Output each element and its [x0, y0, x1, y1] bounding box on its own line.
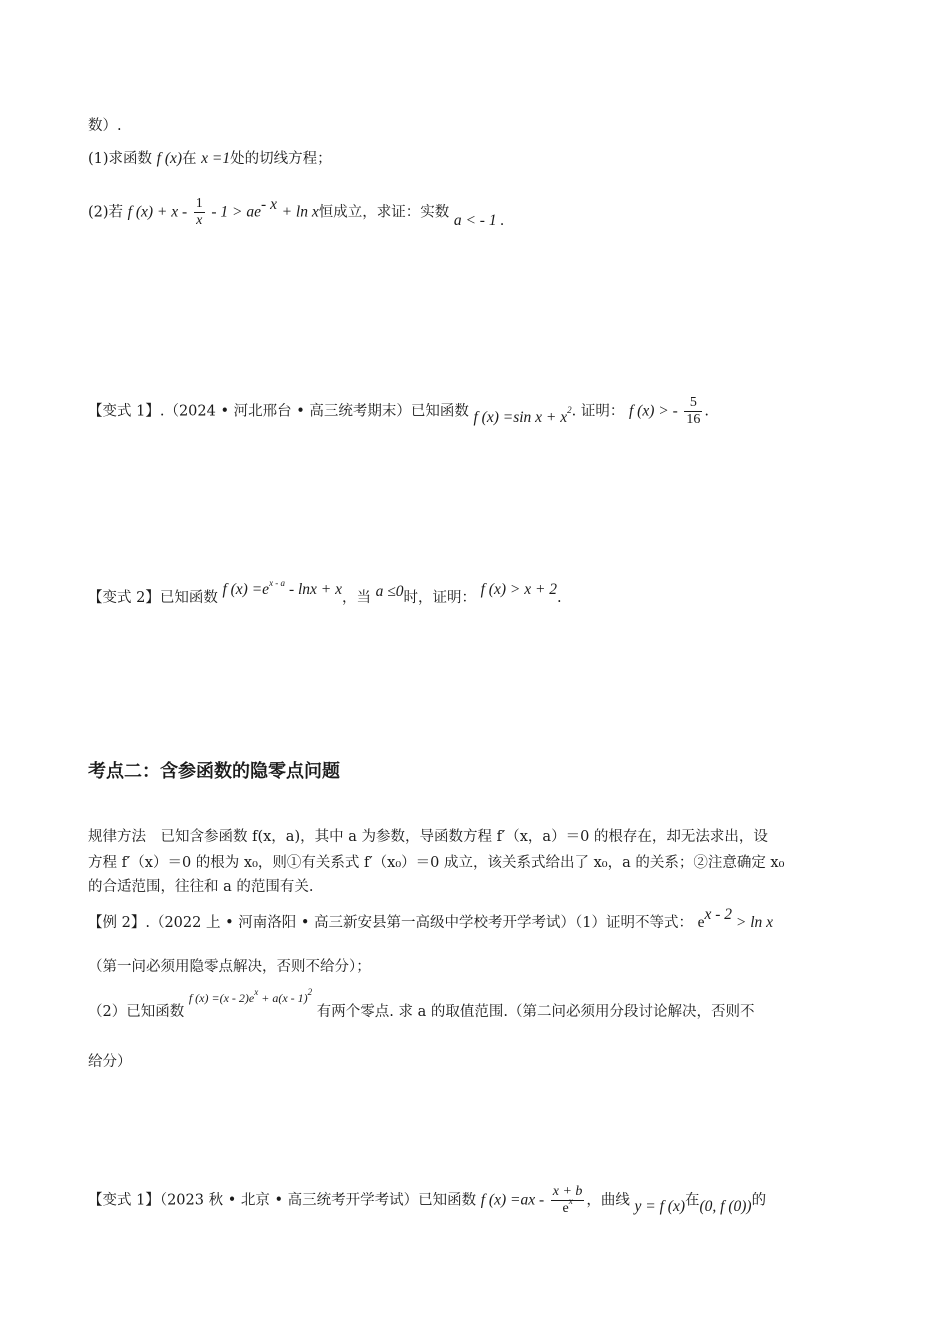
rule-paragraph	[88, 824, 866, 898]
fraction-numerator: 5	[684, 395, 702, 412]
text-fragment: （2）已知函数	[88, 1004, 185, 1020]
example-2-line-3	[88, 987, 755, 1022]
variant-label: 【变式 2】已知函数	[88, 590, 218, 606]
variant-1-2	[88, 577, 562, 608]
math-function: f (x) =(x - 2)ex + a(x - 1)2	[188, 987, 313, 1005]
question-2-prefix: (2)若	[88, 204, 124, 221]
rule-line: 规律方法 已知含参函数 f(x，a)，其中 a 为参数，导函数方程 f′（x，a）＝0 的根存在，却无法求出，设	[88, 829, 768, 845]
text-fragment: ，当	[342, 590, 371, 606]
math-claim: f (x) > -	[628, 402, 678, 420]
fraction-1-over-x	[194, 196, 205, 229]
math-fx: f (x)	[156, 150, 183, 167]
rule-line: 方程 f′（x）＝0 的根为 x₀，则①有关系式 f′（x₀）＝0 成立，该关系式给出了 x₀，a 的关系；②注意确定 x₀	[88, 855, 785, 871]
question-2	[88, 196, 504, 229]
question-1-suffix: 处的切线方程；	[230, 151, 332, 167]
math-function: f $(x) =e^{x - a} - \ln x + x$	[222, 577, 342, 598]
text-fragment: 的	[751, 1192, 767, 1209]
text-fragment: （第一问必须用隐零点解决，否则不给分）；	[88, 959, 371, 975]
variant-label: 【变式 1】（2023 秋 • 北京 • 高三统考开学考试）已知函数	[88, 1192, 477, 1209]
fraction-x-plus-b	[551, 1184, 585, 1217]
text-fragment: ，曲线	[586, 1192, 630, 1209]
text-fragment: .	[557, 590, 562, 606]
example-label: 【例 2】.（2022 上 • 河南洛阳 • 高三新安县第一高级中学校考开学考试）（1）证明不等式：	[88, 915, 693, 931]
text-fragment: 在	[685, 1192, 700, 1209]
math-exponent: - x	[261, 195, 277, 213]
example-2-line-1	[88, 905, 774, 933]
text-line-1	[88, 116, 122, 136]
text-fragment: 在	[182, 151, 197, 167]
text-fragment: 给分）	[88, 1054, 132, 1070]
example-2-line-2	[88, 957, 371, 977]
math-a-condition: a ≤0	[375, 583, 404, 600]
question-1	[88, 149, 332, 169]
fraction-denominator: 16	[686, 412, 701, 427]
text-fragment: 数）.	[88, 118, 122, 134]
text-fragment: 有两个零点. 求 a 的取值范围.（第二问必须用分段讨论解决，否则不	[316, 1004, 755, 1020]
variant-label: 【变式 1】.（2024 • 河北邢台 • 高三统考期末）已知函数	[88, 403, 469, 420]
math-expression: f (x) + x -	[127, 203, 188, 221]
fraction-numerator: x + b	[552, 1184, 583, 1199]
math-function: f (x) =sin $x + x^2$	[473, 405, 572, 426]
math-inequality: $e^{x - 2} > \ln x$	[697, 905, 774, 931]
math-claim: f (x) > x + 2	[480, 581, 558, 598]
section-heading: 考点二：含参函数的隐零点问题	[88, 761, 340, 782]
variant-2-1	[88, 1184, 766, 1217]
math-a-lt: a < - 1 .	[453, 211, 505, 229]
math-curve: y = f (x)	[634, 1197, 686, 1215]
math-function: f (x) =ax -	[480, 1191, 545, 1209]
fraction-denominator: $e^x$	[562, 1196, 573, 1216]
math-expression: - 1 > ae	[211, 203, 262, 221]
math-point: (0, f (0))	[699, 1197, 752, 1215]
fraction-denominator: x	[196, 213, 203, 228]
math-x-eq-1: x =1	[201, 150, 231, 167]
text-fragment: 时，证明：	[403, 590, 476, 606]
fraction-numerator: 1	[195, 196, 203, 211]
rule-line: 的合适范围，往往和 a 的范围有关.	[88, 879, 314, 895]
text-fragment: .	[704, 403, 709, 420]
fraction-5-over-16	[684, 395, 702, 428]
question-2-suffix: 恒成立，求证：实数	[318, 204, 450, 221]
variant-1-1	[88, 395, 709, 428]
question-1-prefix: (1)求函数	[88, 151, 153, 167]
math-expression: + ln x	[281, 203, 319, 221]
example-2-line-4	[88, 1052, 132, 1072]
text-fragment: . 证明：	[571, 403, 625, 420]
